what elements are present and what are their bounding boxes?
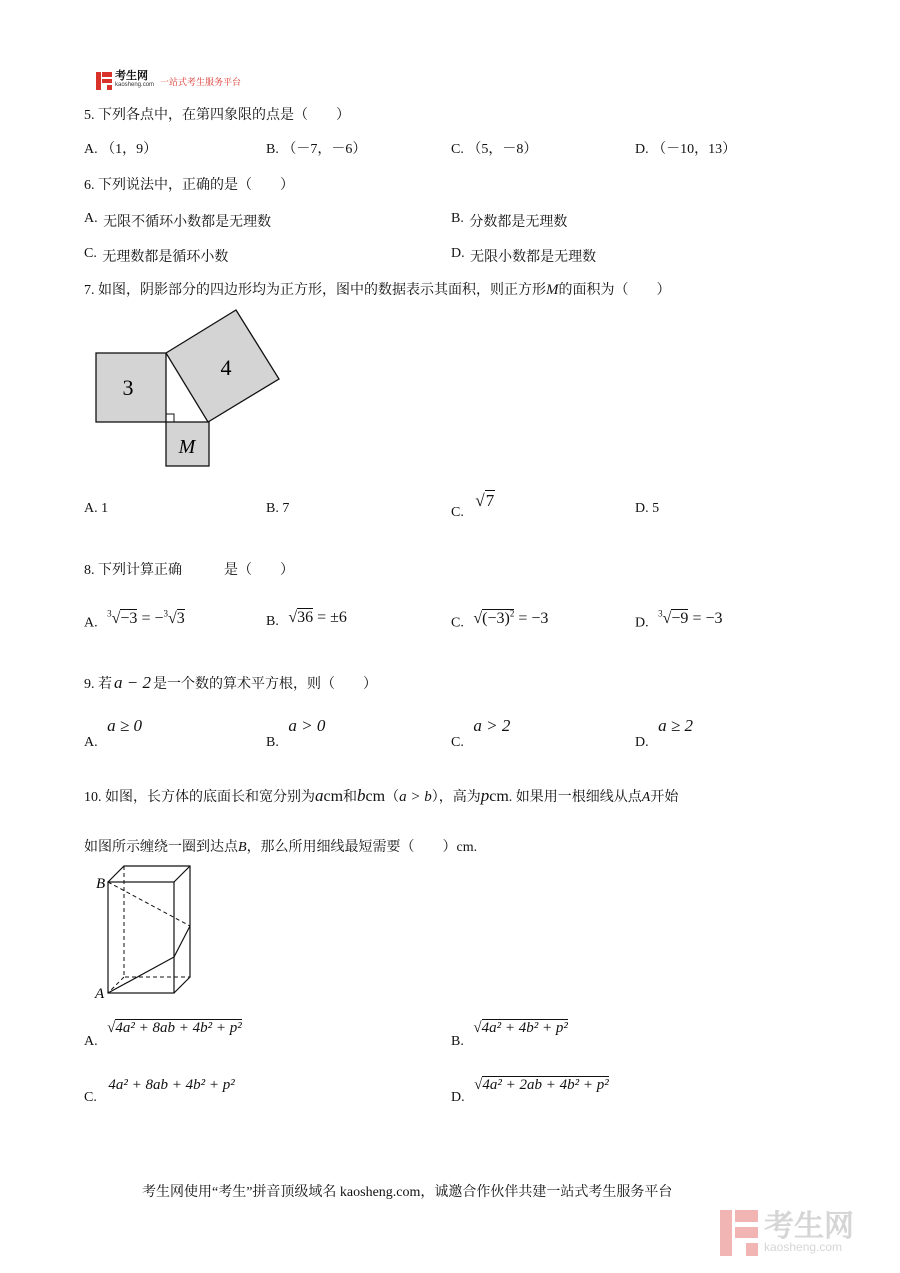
q8-d-expr: $^3$√−9 = −3 [658, 609, 723, 628]
q7-figure [90, 305, 290, 475]
header-domain: kaosheng.com [115, 82, 155, 88]
q8-stem-post: 是（ ） [224, 563, 294, 578]
q9-post: 是一个数的算术平方根，则（ ） [152, 677, 377, 692]
q10-c-expr: 4a² + 8ab + 4b² + p² [108, 1077, 235, 1093]
q7-stem [84, 279, 671, 299]
q10-d-sqrt: √4a² + 2ab + 4b² + p² [474, 1077, 609, 1093]
q10-unit-cm3: cm [489, 788, 509, 805]
q9-option-b [266, 716, 326, 750]
q10-option-a [84, 1020, 242, 1049]
q10-unit-cm2: cm [365, 788, 386, 805]
q6-a-label: A. [84, 211, 98, 226]
q5-option-b: B. （－7，－6） [266, 142, 367, 157]
q10-string-1 [108, 957, 174, 993]
q10-a-sqrt: √4a² + 8ab + 4b² + p² [107, 1020, 242, 1036]
q8-a-eq: = − [141, 610, 164, 628]
q8-a-index: 3 [107, 609, 112, 619]
q10-l1-b: 和 [343, 790, 358, 805]
q10-line2 [84, 836, 477, 856]
q9-option-a [84, 716, 142, 750]
q7-c-radicand: 7 [485, 491, 495, 510]
q7-option-d: D. 5 [635, 501, 660, 516]
q9-c-label: C. [451, 735, 464, 750]
q10-paren-open: （ [385, 790, 400, 805]
q8-stem-pre: 8. 下列计算正确 [84, 563, 182, 578]
q9-c-expr: a > 2 [473, 716, 511, 735]
q7-label-3: 3 [122, 375, 134, 400]
q10-line1 [84, 786, 678, 806]
q8-c-expr: $√(-3)^2 = -3$ [473, 609, 549, 628]
q6-a-text: 无限不循环小数都是无理数 [103, 215, 272, 230]
q8-option-c [451, 609, 549, 631]
q7-option-a: A. 1 [84, 501, 109, 516]
q7-stem-pre: 7. 如图，阴影部分的四边形均为正方形，图中的数据表示其面积，则正方形 [84, 283, 546, 298]
q6-option-d [451, 242, 597, 265]
header-brand: 考生网 [115, 70, 148, 82]
q6-c-text: 无理数都是循环小数 [102, 250, 229, 265]
q10-var-a: a [315, 786, 324, 805]
q8-b-eq: = ±6 [317, 609, 347, 626]
watermark-brand: 考生网 [764, 1210, 854, 1243]
q10-a-radicand: 4a² + 8ab + 4b² + p² [115, 1020, 242, 1036]
q7-option-b: B. 7 [266, 501, 290, 516]
q10-paren-close: ），高为 [431, 790, 481, 805]
q9-expr: a − 2 [114, 673, 151, 692]
q10-hidden-edges [124, 866, 190, 977]
q8-a-expr: $^3$√−3 = −$^3$√3 [107, 609, 185, 628]
kaosheng-logo-icon [96, 72, 112, 90]
watermark [720, 1210, 854, 1256]
q6-option-a [84, 207, 272, 230]
q8-c-base: (−3) [482, 610, 510, 628]
q10-l1-c: . 如果用一根细线从点 [508, 790, 642, 805]
q8-a-index2: 3 [163, 609, 168, 619]
q10-l2-b: ，那么所用细线最短需要（ ）cm. [246, 840, 478, 855]
q8-c-exp: 2 [509, 609, 515, 619]
q9-a-expr: a ≥ 0 [107, 716, 142, 735]
q10-d-label: D. [451, 1090, 465, 1105]
q10-d-radicand: 4a² + 2ab + 4b² + p² [482, 1077, 609, 1093]
q6-option-c [84, 242, 229, 265]
q7-label-m: M [178, 436, 196, 458]
q10-front-face [108, 882, 174, 993]
q10-option-d [451, 1077, 609, 1105]
q7-right-angle-mark [166, 414, 174, 422]
q6-b-label: B. [451, 211, 464, 226]
q9-b-label: B. [266, 735, 279, 750]
q6-b-text: 分数都是无理数 [469, 215, 568, 230]
q8-stem [84, 559, 294, 579]
watermark-logo-icon [720, 1210, 758, 1256]
q6-c-label: C. [84, 246, 97, 261]
q7-var-m: M [546, 282, 559, 298]
q7-option-c [451, 491, 495, 521]
q10-c-label: C. [84, 1090, 97, 1105]
q9-d-label: D. [635, 735, 649, 750]
header-slogan: 一站式考生服务平台 [160, 76, 242, 87]
q6-d-text: 无限小数都是无理数 [470, 250, 597, 265]
q10-b-radicand: 4a² + 4b² + p² [481, 1020, 568, 1036]
q8-option-d [635, 609, 723, 631]
header-logo [96, 72, 241, 90]
q9-a-label: A. [84, 735, 98, 750]
q9-stem [84, 673, 377, 693]
q10-b-label: B. [451, 1034, 464, 1049]
q5-option-c: C. （5，－8） [451, 142, 538, 157]
q9-d-expr: a ≥ 2 [658, 716, 693, 735]
q10-option-c [84, 1077, 235, 1105]
q10-var-p: p [480, 786, 490, 805]
q5-option-a: A. （1，9） [84, 142, 158, 157]
q10-l1-a: 10. 如图，长方体的底面长和宽分别为 [84, 790, 315, 805]
watermark-domain: kaosheng.com [764, 1240, 843, 1254]
q10-point-a: A [641, 790, 651, 805]
q10-string-2 [174, 926, 190, 957]
q10-fig-label-a: A [95, 986, 105, 1002]
q8-d-radicand: −9 [671, 610, 689, 628]
footer-text: 考生网使用“考生”拼音顶级域名 kaosheng.com，诚邀合作伙伴共建一站式考生服务平台 [142, 1185, 673, 1200]
q10-a-label: A. [84, 1034, 98, 1049]
q10-unit-cm1: cm [323, 788, 344, 805]
q10-string-hidden [108, 882, 190, 926]
q5-option-d: D. （－10，13） [635, 142, 737, 157]
q10-point-b: B [238, 840, 247, 855]
q9-pre: 9. 若 [84, 677, 112, 692]
q8-b-label: B. [266, 614, 279, 629]
q8-d-index: 3 [658, 609, 663, 619]
q7-c-label: C. [451, 505, 464, 520]
q8-c-label: C. [451, 615, 464, 631]
q10-option-b [451, 1020, 568, 1049]
q8-b-expr: √36 = ±6 [288, 609, 347, 626]
q8-d-label: D. [635, 615, 649, 631]
q8-option-a [84, 609, 185, 631]
q10-fig-label-b: B [96, 876, 106, 892]
q9-option-c [451, 716, 511, 750]
q10-top-right-edges [108, 866, 190, 993]
q10-cuboid-figure [92, 862, 202, 1002]
q8-c-eq: = −3 [518, 610, 549, 628]
q7-stem-post: 的面积为（ ） [558, 283, 671, 298]
q8-c-radicand [482, 609, 514, 627]
q8-b-radicand: 36 [297, 609, 314, 626]
q10-var-b: b [357, 786, 366, 805]
q5-stem: 5. 下列各点中，在第四象限的点是（ ） [84, 108, 350, 123]
q7-c-sqrt: √7 [475, 491, 495, 510]
q10-top-edge [174, 866, 190, 882]
q8-a-radicand2: 3 [176, 610, 185, 628]
q10-l2-a: 如图所示缠绕一圈到达点 [84, 840, 238, 855]
q7-label-4: 4 [220, 355, 232, 380]
q6-stem: 6. 下列说法中，正确的是（ ） [84, 178, 294, 193]
q8-d-eq: = −3 [692, 610, 723, 628]
q10-b-sqrt: √4a² + 4b² + p² [473, 1020, 568, 1036]
q6-option-b [451, 207, 568, 230]
q9-option-d [635, 716, 693, 750]
q8-option-b [266, 609, 347, 630]
q8-a-label: A. [84, 615, 98, 631]
q8-a-radicand: −3 [120, 610, 138, 628]
q10-l1-d: 开始 [650, 790, 679, 805]
q6-d-label: D. [451, 246, 465, 261]
q9-b-expr: a > 0 [288, 716, 326, 735]
q10-cond: a > b [399, 789, 432, 805]
